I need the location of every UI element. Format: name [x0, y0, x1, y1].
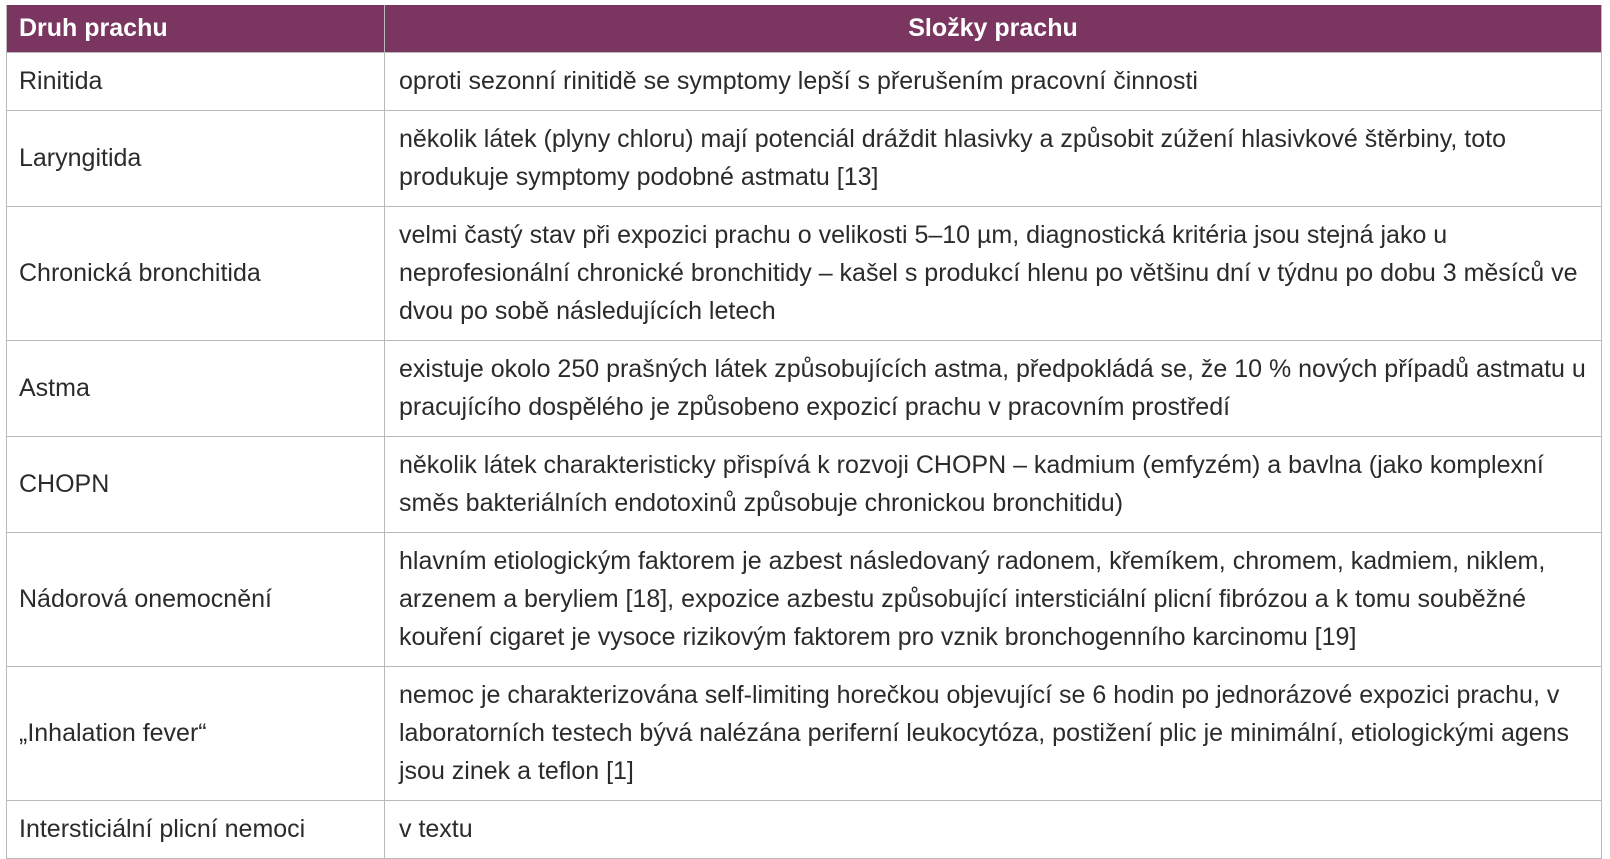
row-description-cell: několik látek charakteristicky přispívá k rozvoji CHOPN – kadmium (emfyzém) a bavlna (jako komplexní směs bakteriálních endotoxinů způsobuje chronickou bronchitidu) — [385, 437, 1602, 533]
row-name-cell: Rinitida — [7, 53, 385, 111]
row-description-cell: existuje okolo 250 prašných látek způsobujících astma, předpokládá se, že 10 % nových případů astmatu u pracujícího dospělého je způsobeno expozicí prachu v pracovním prostředí — [385, 341, 1602, 437]
row-description-cell: velmi častý stav při expozici prachu o velikosti 5–10 µm, diagnostická kritéria jsou stejná jako u neprofesionální chronické bronchitidy – kašel s produkcí hlenu po většinu dní v týdnu po dobu 3 měsíců ve dvou po sobě následujících letech — [385, 207, 1602, 341]
row-name-cell: Laryngitida — [7, 111, 385, 207]
row-description-cell: nemoc je charakterizována self-limiting horečkou objevující se 6 hodin po jednorázové expozici prachu, v laboratorních testech bývá nalézána periferní leukocytóza, postižení plic je minimální, etiologickými agens jsou zinek a teflon [1] — [385, 667, 1602, 801]
row-name-cell: Nádorová onemocnění — [7, 533, 385, 667]
row-name-cell: Astma — [7, 341, 385, 437]
dust-diseases-table — [6, 5, 1602, 859]
row-name-cell: „Inhalation fever“ — [7, 667, 385, 801]
row-name-cell: Chronická bronchitida — [7, 207, 385, 341]
table-row — [7, 111, 1602, 207]
row-name-cell: Intersticiální plicní nemoci — [7, 801, 385, 859]
table-row — [7, 53, 1602, 111]
table-row — [7, 533, 1602, 667]
table-row — [7, 667, 1602, 801]
row-description-cell: oproti sezonní rinitidě se symptomy lepší s přerušením pracovní činnosti — [385, 53, 1602, 111]
row-description-cell: hlavním etiologickým faktorem je azbest následovaný radonem, křemíkem, chromem, kadmiem, niklem, arzenem a beryliem [18], expozice azbestu způsobující intersticiální plicní fibrózou a k tomu souběžné kouření cigaret je vysoce rizikovým faktorem pro vznik bronchogenního karcinomu [19] — [385, 533, 1602, 667]
table-row — [7, 801, 1602, 859]
row-description-cell: v textu — [385, 801, 1602, 859]
table-header-row — [7, 5, 1602, 53]
column-header-dust-type: Druh prachu — [7, 5, 385, 53]
dust-diseases-table-container — [6, 5, 1601, 859]
column-header-dust-components: Složky prachu — [385, 5, 1602, 53]
table-row — [7, 207, 1602, 341]
table-row — [7, 437, 1602, 533]
row-description-cell: několik látek (plyny chloru) mají potenciál dráždit hlasivky a způsobit zúžení hlasivkové štěrbiny, toto produkuje symptomy podobné astmatu [13] — [385, 111, 1602, 207]
row-name-cell: CHOPN — [7, 437, 385, 533]
table-row — [7, 341, 1602, 437]
